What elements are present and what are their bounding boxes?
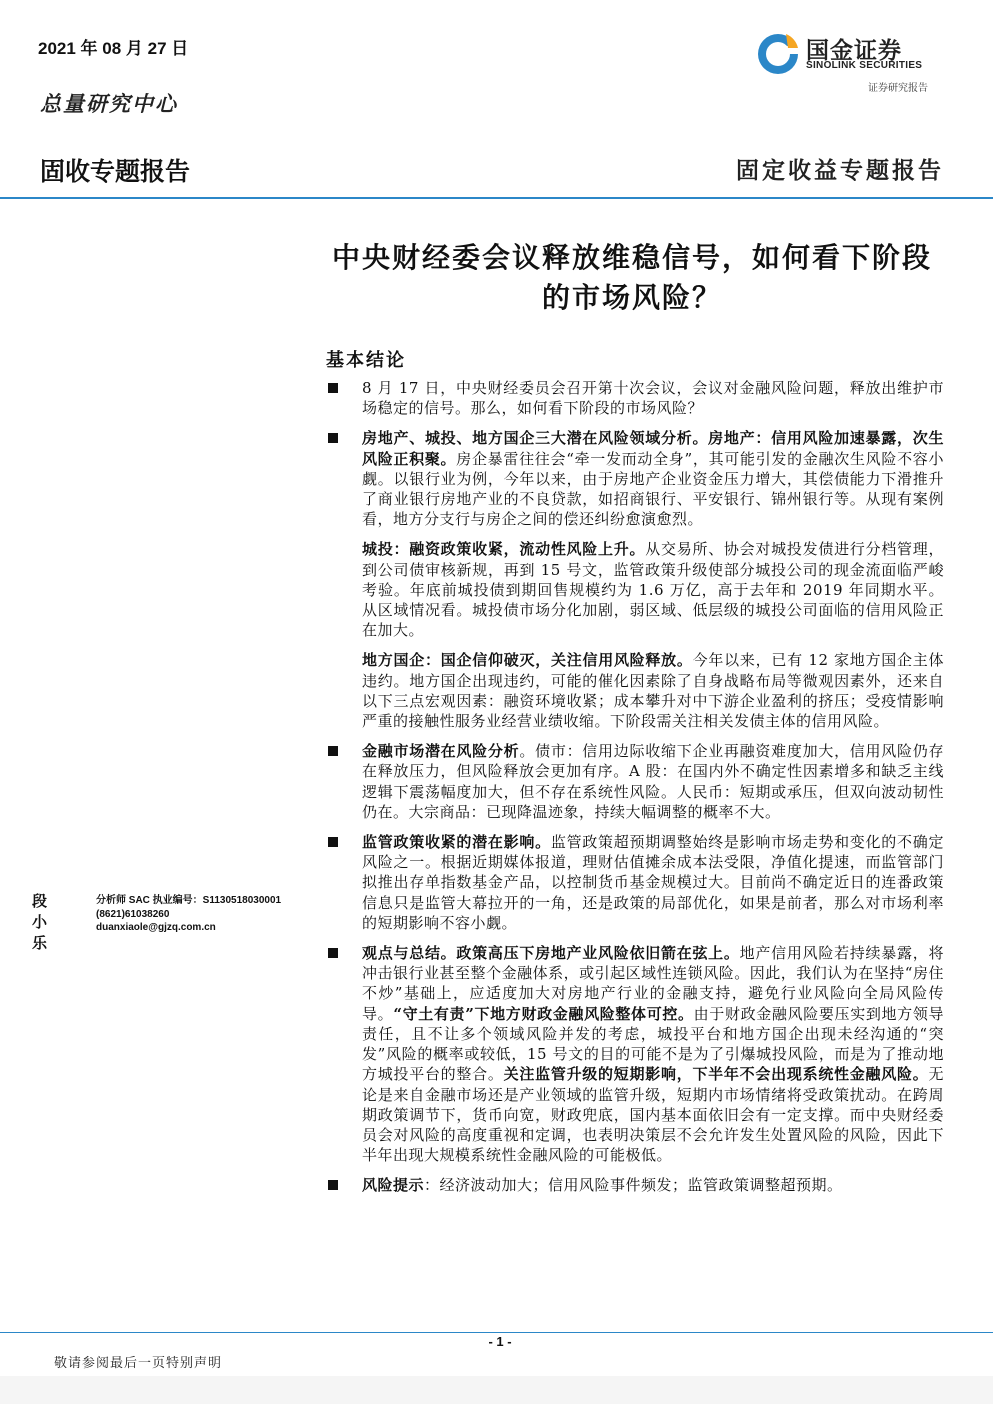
report-type-right: 固定收益专题报告 (736, 157, 944, 184)
analyst-info (96, 894, 281, 935)
report-type-left: 固收专题报告 (40, 158, 191, 186)
bottom-band (0, 1376, 993, 1404)
bullet-icon (328, 746, 338, 756)
bullet-icon (328, 948, 338, 958)
bullet-icon (328, 433, 338, 443)
analyst-phone: (8621)61038260 (96, 908, 170, 920)
report-title: 中央财经委会议释放维稳信号，如何看下阶段的市场风险？ (331, 241, 932, 314)
list-item: 房地产、城投、地方国企三大潜在风险领域分析。房地产：信用风险加速暴露，次生风险正积聚。房企暴雷往往会“牵一发而动全身”，其可能引发的金融次生风险不容小觑。以银行业为例，今年以来，由于房地产企业资金压力增大，其偿债能力下滑推升了商业银行房地产业的不良贷款，如招商银行、平安银行、锦州银行等。从现有案例看，地方分支行与房企之间的偿还纠纷愈演愈烈。 (326, 428, 944, 529)
bullet-icon (328, 1180, 338, 1190)
section-heading: 基本结论 (326, 350, 406, 371)
page-number: - 1 - (488, 1334, 512, 1349)
logo-subtitle: 证券研究报告 (868, 83, 928, 94)
list-item: 风险提示：经济波动加大；信用风险事件频发；监管政策调整超预期。 (326, 1175, 944, 1195)
list-item: 观点与总结。政策高压下房地产业风险依旧箭在弦上。地产信用风险若持续暴露，将冲击银行业甚至整个金融体系，或引起区域性连锁风险。因此，我们认为在坚持“房住不炒”基础上，应适度加大对房地产行业的金融支持，避免行业风险向全局风险传导。“守土有责”下地方财政金融风险整体可控。由于财政金融风险要压实到地方领导责任，且不让多个领域风险并发的考虑，城投平台和地方国企出现未经沟通的“突发”风险的概率或较低，15 号文的目的可能不是为了引爆城投风险，而是为了推动地方城投平台的整合。关注监管升级的短期影响，下半年不会出现系统性金融风险。无论是来自金融市场还是产业领域的监管升级，短期内市场情绪将受政策扰动。在跨周期政策调节下，货币向宽，财政兜底，国内基本面依旧会有一定支撑。而中央财经委员会对风险的高度重视和定调，也表明决策层不会允许发生处置风险的风险，因此下半年出现大规模系统性金融风险的可能极低。 (326, 943, 944, 1165)
list-item: 8 月 17 日，中央财经委员会召开第十次会议，会议对金融风险问题，释放出维护市场稳定的信号。那么，如何看下阶段的市场风险？ (326, 378, 944, 418)
company-logo (754, 30, 944, 76)
logo-english: SINOLINK SECURITIES (806, 60, 923, 71)
analyst-license: 分析师 SAC 执业编号：S1130518030001 (96, 895, 282, 906)
conclusion-list (326, 378, 944, 1206)
list-item: 监管政策收紧的潜在影响。监管政策超预期调整始终是影响市场走势和变化的不确定风险之一。根据近期媒体报道，理财估值摊余成本法受限，净值化提速，而监管部门拟推出存单指数基金产品，以控制货币基金规模过大。目前尚不确定近日的连番政策信息只是监管大幕拉开的一角，还是政策的局部优化，如果是前者，那么对市场利率的短期影响不容小觑。 (326, 832, 944, 933)
research-center: 总量研究中心 (40, 91, 178, 116)
bullet-icon (328, 837, 338, 847)
disclaimer: 敬请参阅最后一页特别声明 (54, 1356, 223, 1371)
header-rule (0, 197, 993, 199)
sub-paragraph: 城投：融资政策收紧，流动性风险上升。从交易所、协会对城投发债进行分档管理，到公司债审核新规，再到 15 号文，监管政策升级使部分城投公司的现金流面临严峻考验。年底前城投债到期回售规模约为 1.6 万亿，高于去年和 2019 年同期水平。从区域情况看。城投债市场分化加剧，弱区域、低层级的城投公司面临的信用风险正在加大。 (362, 540, 944, 640)
analyst-email[interactable]: duanxiaole@gjzq.com.cn (96, 922, 216, 933)
logo-mark-icon (756, 32, 800, 76)
sub-paragraph: 地方国企：国企信仰破灭，关注信用风险释放。今年以来，已有 12 家地方国企主体违约。地方国企出现违约，可能的催化因素除了自身战略布局等微观因素外，还来自以下三点宏观因素：融资环境收紧；成本攀升对中下游企业盈利的挤压；受疫情影响严重的接触性服务业经营业绩收缩。下阶段需关注相关发债主体的信用风险。 (362, 651, 944, 731)
footer-rule (0, 1332, 993, 1333)
list-item: 金融市场潜在风险分析。债市：信用边际收缩下企业再融资难度加大，信用风险仍存在释放压力，但风险释放会更加有序。A 股：在国内外不确定性因素增多和缺乏主线逻辑下震荡幅度加大，但不存在系统性风险。人民币：短期或承压，但双向波动韧性仍在。大宗商品：已现降温迹象，持续大幅调整的概率不大。 (326, 741, 944, 822)
logo-chinese: 国金证券 (806, 37, 902, 63)
bullet-icon (328, 383, 338, 393)
analyst-name: 段小乐 (32, 892, 50, 952)
report-date: 2021 年 08 月 27 日 (38, 39, 189, 58)
